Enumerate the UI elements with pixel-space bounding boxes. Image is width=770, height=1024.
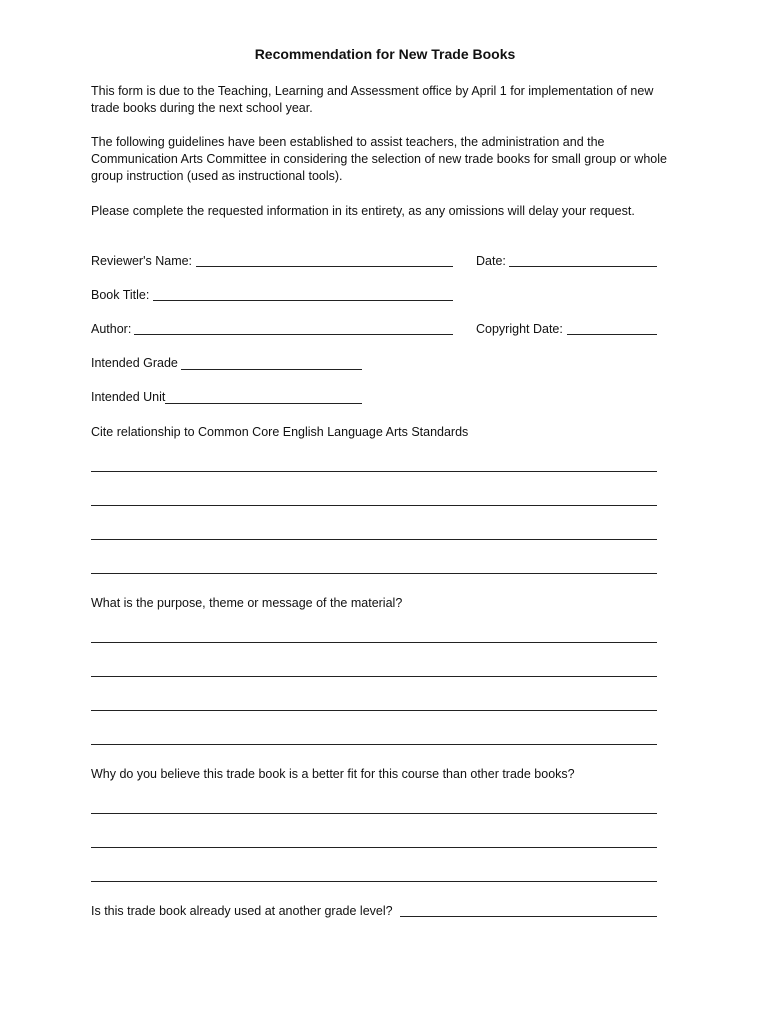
copyright-date-label: Copyright Date: [476,322,563,336]
standards-answer-line-1[interactable] [91,471,657,472]
intended-grade-label: Intended Grade [91,356,178,370]
better-fit-answer-line-1[interactable] [91,813,657,814]
intended-grade-field[interactable] [181,369,362,370]
intended-unit-field[interactable] [165,403,362,404]
intro-paragraph-guidelines: The following guidelines have been established to assist teachers, the administration and the Communication Arts Committee in considering the selection of new trade books for small group or whole group instruction (used as instructional tools). [91,135,667,183]
form-title: Recommendation for New Trade Books [254,46,516,62]
author-label: Author: [91,322,132,336]
purpose-answer-line-2[interactable] [91,676,657,677]
date-label: Date: [476,254,506,268]
reviewer-name-field[interactable] [196,266,453,267]
better-fit-answer-line-2[interactable] [91,847,657,848]
book-title-field[interactable] [153,300,453,301]
intended-unit-label: Intended Unit [91,390,166,404]
date-field[interactable] [509,266,657,267]
better-fit-question: Why do you believe this trade book is a better fit for this course than other trade books? [91,767,575,781]
author-field[interactable] [134,334,453,335]
book-title-label: Book Title: [91,288,150,302]
standards-answer-line-4[interactable] [91,573,657,574]
intro-paragraph-deadline: This form is due to the Teaching, Learning and Assessment office by April 1 for implementation of new trade books during the next school year. [91,84,654,115]
reviewer-name-label: Reviewer's Name: [91,254,193,268]
better-fit-answer-line-3[interactable] [91,881,657,882]
purpose-answer-line-4[interactable] [91,744,657,745]
standards-answer-line-2[interactable] [91,505,657,506]
purpose-question: What is the purpose, theme or message of the material? [91,596,403,610]
other-grade-answer-field[interactable] [400,916,657,917]
other-grade-question: Is this trade book already used at another grade level? [91,904,393,918]
copyright-date-field[interactable] [567,334,657,335]
standards-question: Cite relationship to Common Core English Language Arts Standards [91,425,469,439]
purpose-answer-line-3[interactable] [91,710,657,711]
intro-paragraph-instructions: Please complete the requested information in its entirety, as any omissions will delay your request. [91,204,635,218]
standards-answer-line-3[interactable] [91,539,657,540]
purpose-answer-line-1[interactable] [91,642,657,643]
